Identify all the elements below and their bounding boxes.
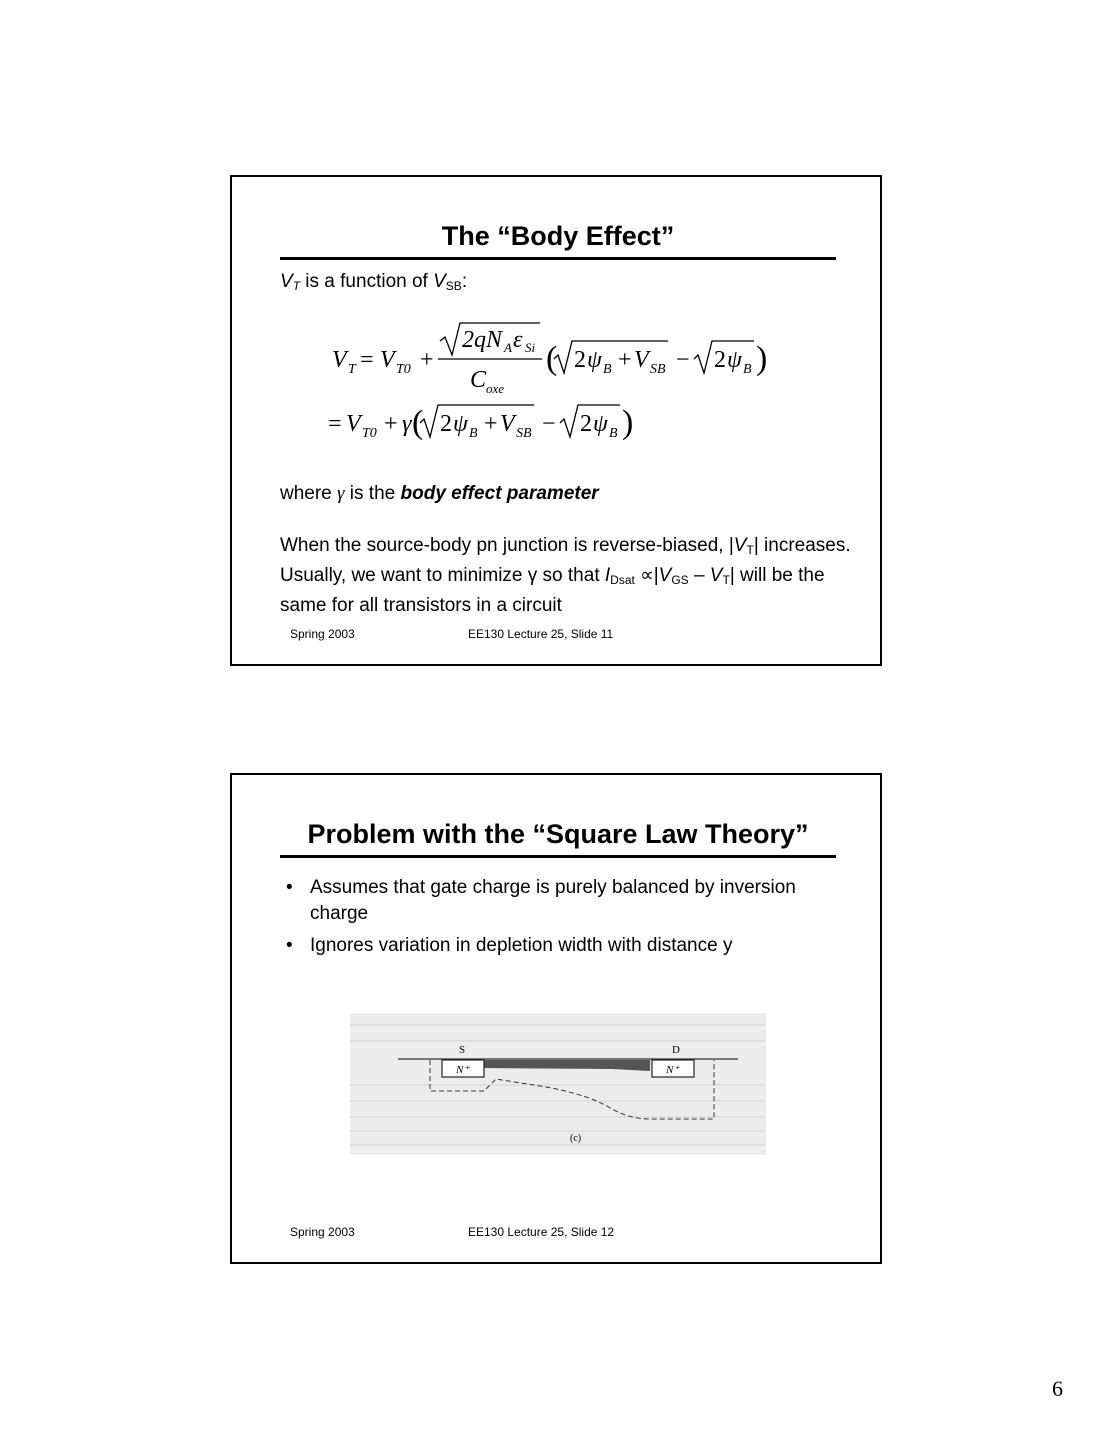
explanation-paragraph [280, 533, 870, 618]
eq-psi: ψ [727, 347, 742, 373]
eq-two: 2 [574, 347, 586, 373]
para-text: When the source-body pn junction is reverse-biased, | [280, 535, 734, 556]
eq-plus: + [384, 411, 398, 437]
vgs-symbol: V [658, 565, 672, 586]
eq-gamma: γ [402, 411, 412, 437]
para-text: ∝| [634, 565, 659, 586]
footer-date: Spring 2003 [290, 627, 355, 641]
eq-psi: ψ [593, 411, 608, 437]
svg-text:V [332, 347, 349, 373]
eq-vt-sub: T [348, 362, 356, 377]
footer-date: Spring 2003 [290, 1225, 355, 1239]
vgs-sub: GS [671, 573, 689, 587]
para-text: | will be the same for all transistors in a circuit [280, 565, 825, 616]
para-text: | increases. Usually, we want to minimize γ so that [280, 535, 851, 586]
eq-vt: V [332, 347, 347, 373]
where-mid: is the [344, 483, 401, 504]
drain-region-label: N⁺ [666, 1064, 680, 1076]
para-text: – [688, 565, 710, 586]
drain-label: D [672, 1044, 680, 1056]
vsb-subscript: SB [445, 279, 462, 293]
vsb-symbol: V [433, 271, 446, 292]
eq-equals: = [328, 411, 342, 437]
eq-psi-sub: B [469, 426, 478, 441]
where-pre: where [280, 483, 338, 504]
eq-num-sub: A [504, 340, 512, 355]
eq-num: 2qN [462, 327, 503, 353]
intro-line [280, 269, 860, 299]
slide-title: Problem with the “Square Law Theory” [280, 817, 836, 858]
list-item [284, 875, 824, 927]
eq-plus: + [420, 347, 434, 373]
svg-text:(: ( [546, 340, 558, 377]
eq-psi-sub: B [609, 426, 618, 441]
vt-symbol: V [733, 535, 747, 556]
slide-title: The “Body Effect” [280, 219, 836, 260]
eq-plus: + [484, 411, 498, 437]
svg-text:(: ( [412, 404, 424, 441]
eq-vsb: V [634, 347, 649, 373]
where-line [280, 481, 860, 506]
source-region-label: N⁺ [456, 1064, 470, 1076]
vt-subscript: T [292, 279, 301, 293]
eq-vsb: V [500, 411, 515, 437]
eq-psi-sub: B [743, 362, 752, 377]
footer-slide-label: EE130 Lecture 25, Slide 11 [468, 627, 614, 641]
vt-symbol: V [280, 271, 293, 292]
bullet-icon: • [286, 935, 293, 956]
eq-vsb-sub: SB [650, 362, 666, 377]
bullet-icon: • [286, 877, 293, 898]
eq-den-sub: oxe [486, 381, 505, 396]
figure-caption: (c) [570, 1133, 582, 1144]
vt-sub: T [722, 573, 730, 587]
bullet-list [284, 875, 824, 965]
i-symbol: I [604, 565, 611, 586]
mosfet-depletion-figure [350, 1013, 766, 1155]
eq-minus: − [542, 411, 556, 437]
eq-plus: + [618, 347, 632, 373]
slide-body-effect [230, 175, 882, 666]
gamma-symbol: γ [337, 483, 345, 504]
bullet-text: Assumes that gate charge is purely balanced by inversion charge [310, 877, 796, 924]
eq-vt0-sub: T0 [396, 362, 411, 377]
eq-vt0: V [346, 411, 361, 437]
intro-colon: : [461, 271, 468, 292]
eq-eps: ε [513, 327, 523, 353]
eq-psi: ψ [587, 347, 602, 373]
vt-sub: T [746, 543, 754, 557]
svg-text:): ) [622, 404, 634, 441]
body-effect-parameter-term: body effect parameter [400, 483, 599, 504]
intro-text: is a function of [300, 271, 434, 292]
idsat-sub: Dsat [610, 573, 635, 587]
eq-den: C [470, 367, 487, 393]
eq-vt0-sub: T0 [362, 426, 377, 441]
eq-equals: = [360, 347, 374, 373]
eq-eps-sub: Si [525, 340, 536, 355]
svg-text:): ) [756, 340, 768, 377]
vt-symbol: V [709, 565, 723, 586]
eq-vt0: V [380, 347, 395, 373]
list-item [284, 933, 824, 959]
eq-two: 2 [440, 411, 452, 437]
eq-vsb-sub: SB [516, 426, 532, 441]
eq-psi: ψ [453, 411, 468, 437]
eq-psi-sub: B [603, 362, 612, 377]
body-effect-equation [328, 307, 798, 447]
bullet-text: Ignores variation in depletion width with distance y [310, 935, 733, 956]
eq-two: 2 [714, 347, 726, 373]
page-number: 6 [1052, 1376, 1063, 1401]
eq-two: 2 [580, 411, 592, 437]
slide-square-law [230, 773, 882, 1264]
source-label: S [459, 1044, 466, 1056]
eq-minus: − [676, 347, 690, 373]
footer-slide-label: EE130 Lecture 25, Slide 12 [468, 1225, 615, 1239]
figure-background [350, 1013, 766, 1155]
